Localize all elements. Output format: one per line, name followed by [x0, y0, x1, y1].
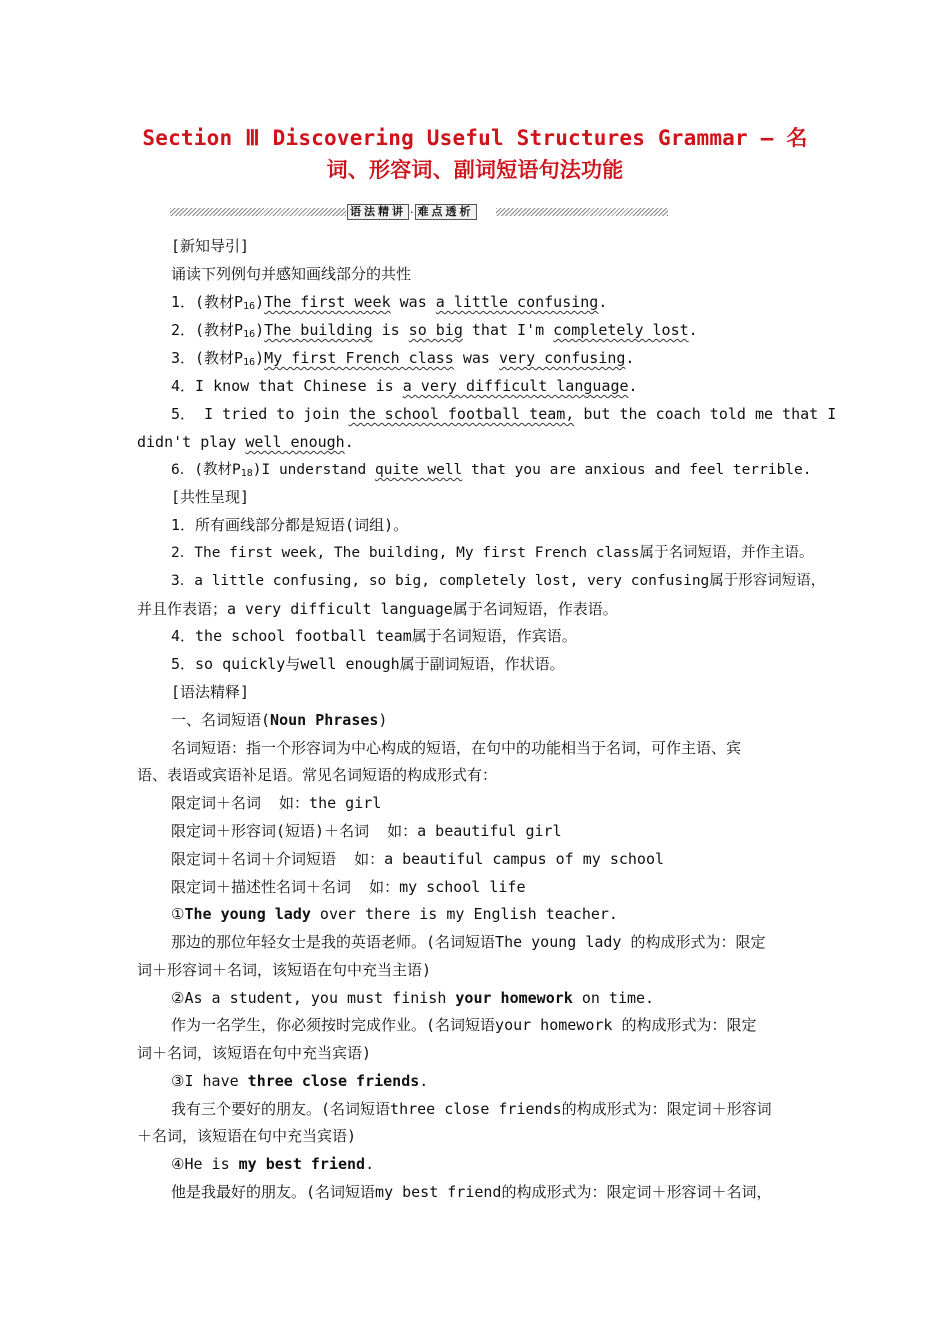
example-text: I tried to join	[204, 405, 349, 423]
banner-tag	[347, 204, 477, 220]
common-item-3: 3．a little confusing, so big, completely lost, very confusing属于形容词短语，	[171, 573, 826, 589]
example-text: He is	[184, 1155, 239, 1173]
intro-heading: [新知导引]	[171, 237, 250, 255]
form-2: 限定词＋形容词(短语)＋名词 如：a beautiful girl	[171, 822, 562, 840]
example-text: over there is my English teacher.	[310, 905, 618, 923]
grammar-example-4	[171, 1154, 374, 1174]
example-4	[171, 376, 638, 396]
example-text: .	[598, 293, 608, 311]
source-ref: (教材P	[195, 293, 244, 311]
example-text: As a student, you must finish	[184, 989, 456, 1007]
example-text: I know that Chinese is	[195, 377, 403, 395]
translation-3-line1: 我有三个要好的朋友。(名词短语three close friends的构成形式为：限定词＋形容词	[171, 1100, 772, 1118]
example-text: was	[390, 293, 436, 311]
page-title-line1: Section Ⅲ Discovering Useful Structures Grammar — 名	[142, 126, 808, 150]
translation-3-line2: ＋名词，该短语在句中充当宾语)	[137, 1127, 357, 1145]
example-2	[171, 320, 698, 345]
page-title-line2: 词、形容词、副词短语句法功能	[326, 158, 624, 182]
example-text: I have	[184, 1072, 248, 1090]
translation-2-line2: 词＋名词，该短语在句中充当宾语)	[137, 1044, 372, 1062]
underlined-phrase: so big	[408, 321, 463, 339]
common-item-1: 1．所有画线部分都是短语(词组)。	[171, 516, 409, 534]
example-text: was	[453, 349, 499, 367]
definition-line1: 名词短语：指一个形容词为中心构成的短语，在句中的功能相当于名词，可作主语、宾	[171, 739, 742, 757]
common-heading: [共性呈现]	[171, 488, 250, 506]
example-number: 6．	[171, 462, 195, 478]
source-ref-end: )	[255, 349, 265, 367]
underlined-phrase: completely lost	[553, 321, 689, 339]
source-ref-end: )	[255, 293, 265, 311]
example-text: .	[344, 433, 354, 451]
section-heading-text: )	[378, 711, 388, 729]
example-text: .	[419, 1072, 429, 1090]
example-5-line1	[171, 404, 837, 424]
grammar-example-2	[171, 988, 654, 1008]
example-number: 1．	[171, 293, 196, 311]
example-number: ①	[171, 905, 185, 923]
example-number: ②	[171, 989, 185, 1007]
example-3	[171, 348, 634, 373]
grammar-example-3	[171, 1071, 428, 1091]
example-number: ③	[171, 1072, 185, 1090]
translation-4-line1: 他是我最好的朋友。(名词短语my best friend的构成形式为：限定词＋形容词＋名词，	[171, 1183, 772, 1201]
bold-phrase: The young lady	[184, 905, 311, 923]
form-3: 限定词＋名词＋介词短语 如：a beautiful campus of my school	[171, 850, 665, 868]
source-page: 16	[243, 301, 256, 312]
banner-hatch-left	[170, 208, 346, 216]
underlined-phrase: quite well	[374, 462, 463, 478]
grammar-example-1	[171, 904, 618, 924]
example-6	[171, 460, 812, 484]
source-ref: (教材P	[194, 462, 241, 478]
grammar-heading: [语法精释]	[171, 683, 250, 701]
common-item-3-cont: 并且作表语；a very difficult language属于名词短语，作表语。	[137, 600, 618, 618]
underlined-phrase: The building	[264, 321, 373, 339]
form-4: 限定词＋描述性名词＋名词 如：my school life	[171, 878, 526, 896]
example-text: .	[688, 321, 698, 339]
example-text: is	[372, 321, 409, 339]
example-number: 2．	[171, 321, 196, 339]
source-ref-end: )	[252, 462, 262, 478]
example-text: .	[625, 349, 635, 367]
source-ref: (教材P	[195, 321, 244, 339]
example-1	[171, 292, 607, 317]
example-text: on time.	[572, 989, 655, 1007]
underlined-phrase: the school football team,	[348, 405, 575, 423]
translation-2-line1: 作为一名学生，你必须按时完成作业。(名词短语your homework 的构成形式为：限定	[171, 1016, 757, 1034]
definition-line2: 语、表语或宾语补足语。常见名词短语的构成形式有：	[137, 766, 498, 784]
bold-phrase: my best friend	[238, 1155, 366, 1173]
form-1: 限定词＋名词 如：the girl	[171, 794, 382, 812]
translation-1-line2: 词＋形容词＋名词，该短语在句中充当主语)	[137, 961, 432, 979]
common-item-5: 5．so quickly与well enough属于副词短语，作状语。	[171, 655, 565, 673]
example-text: .	[628, 377, 638, 395]
example-text: but the coach told me that I	[574, 405, 837, 423]
bold-phrase: your homework	[455, 989, 573, 1007]
banner-label-left: 语法精讲	[347, 204, 409, 220]
example-text: .	[365, 1155, 375, 1173]
underlined-phrase: a little confusing	[435, 293, 599, 311]
source-page: 18	[240, 468, 253, 479]
example-text: that you are anxious and feel terrible.	[462, 462, 812, 478]
example-text: that I'm	[462, 321, 554, 339]
common-item-4: 4．the school football team属于名词短语，作宾语。	[171, 627, 577, 645]
source-ref-end: )	[255, 321, 265, 339]
banner-separator: ·	[410, 205, 414, 219]
translation-1-line1: 那边的那位年轻女士是我的英语老师。(名词短语The young lady 的构成形式为：限定	[171, 933, 766, 951]
example-number: 3．	[171, 349, 196, 367]
underlined-phrase: The first week	[264, 293, 391, 311]
source-page: 16	[243, 329, 256, 340]
banner-label-right: 难点透析	[415, 204, 477, 220]
example-5-line2	[137, 432, 354, 452]
underlined-phrase: a very difficult language	[402, 377, 629, 395]
example-number: 5．	[171, 405, 196, 423]
source-page: 16	[243, 357, 256, 368]
underlined-phrase: My first French class	[264, 349, 454, 367]
example-text: I understand	[261, 462, 375, 478]
banner-hatch-right	[496, 208, 668, 216]
section-heading-bold: Noun Phrases	[270, 711, 379, 729]
common-item-2: 2．The first week, The building, My first French class属于名词短语，并作主语。	[171, 545, 814, 561]
intro-instruction: 诵读下列例句并感知画线部分的共性	[171, 265, 412, 283]
bold-phrase: three close friends	[247, 1072, 420, 1090]
section-banner	[170, 204, 668, 220]
underlined-phrase: very confusing	[498, 349, 626, 367]
section-heading-noun-phrases	[171, 710, 387, 730]
example-text: didn't play	[137, 433, 246, 451]
example-number: 4．	[171, 377, 196, 395]
section-heading-text: 一、名词短语(	[171, 711, 271, 729]
underlined-phrase: well enough	[245, 433, 345, 451]
example-number: ④	[171, 1155, 185, 1173]
source-ref: (教材P	[195, 349, 244, 367]
